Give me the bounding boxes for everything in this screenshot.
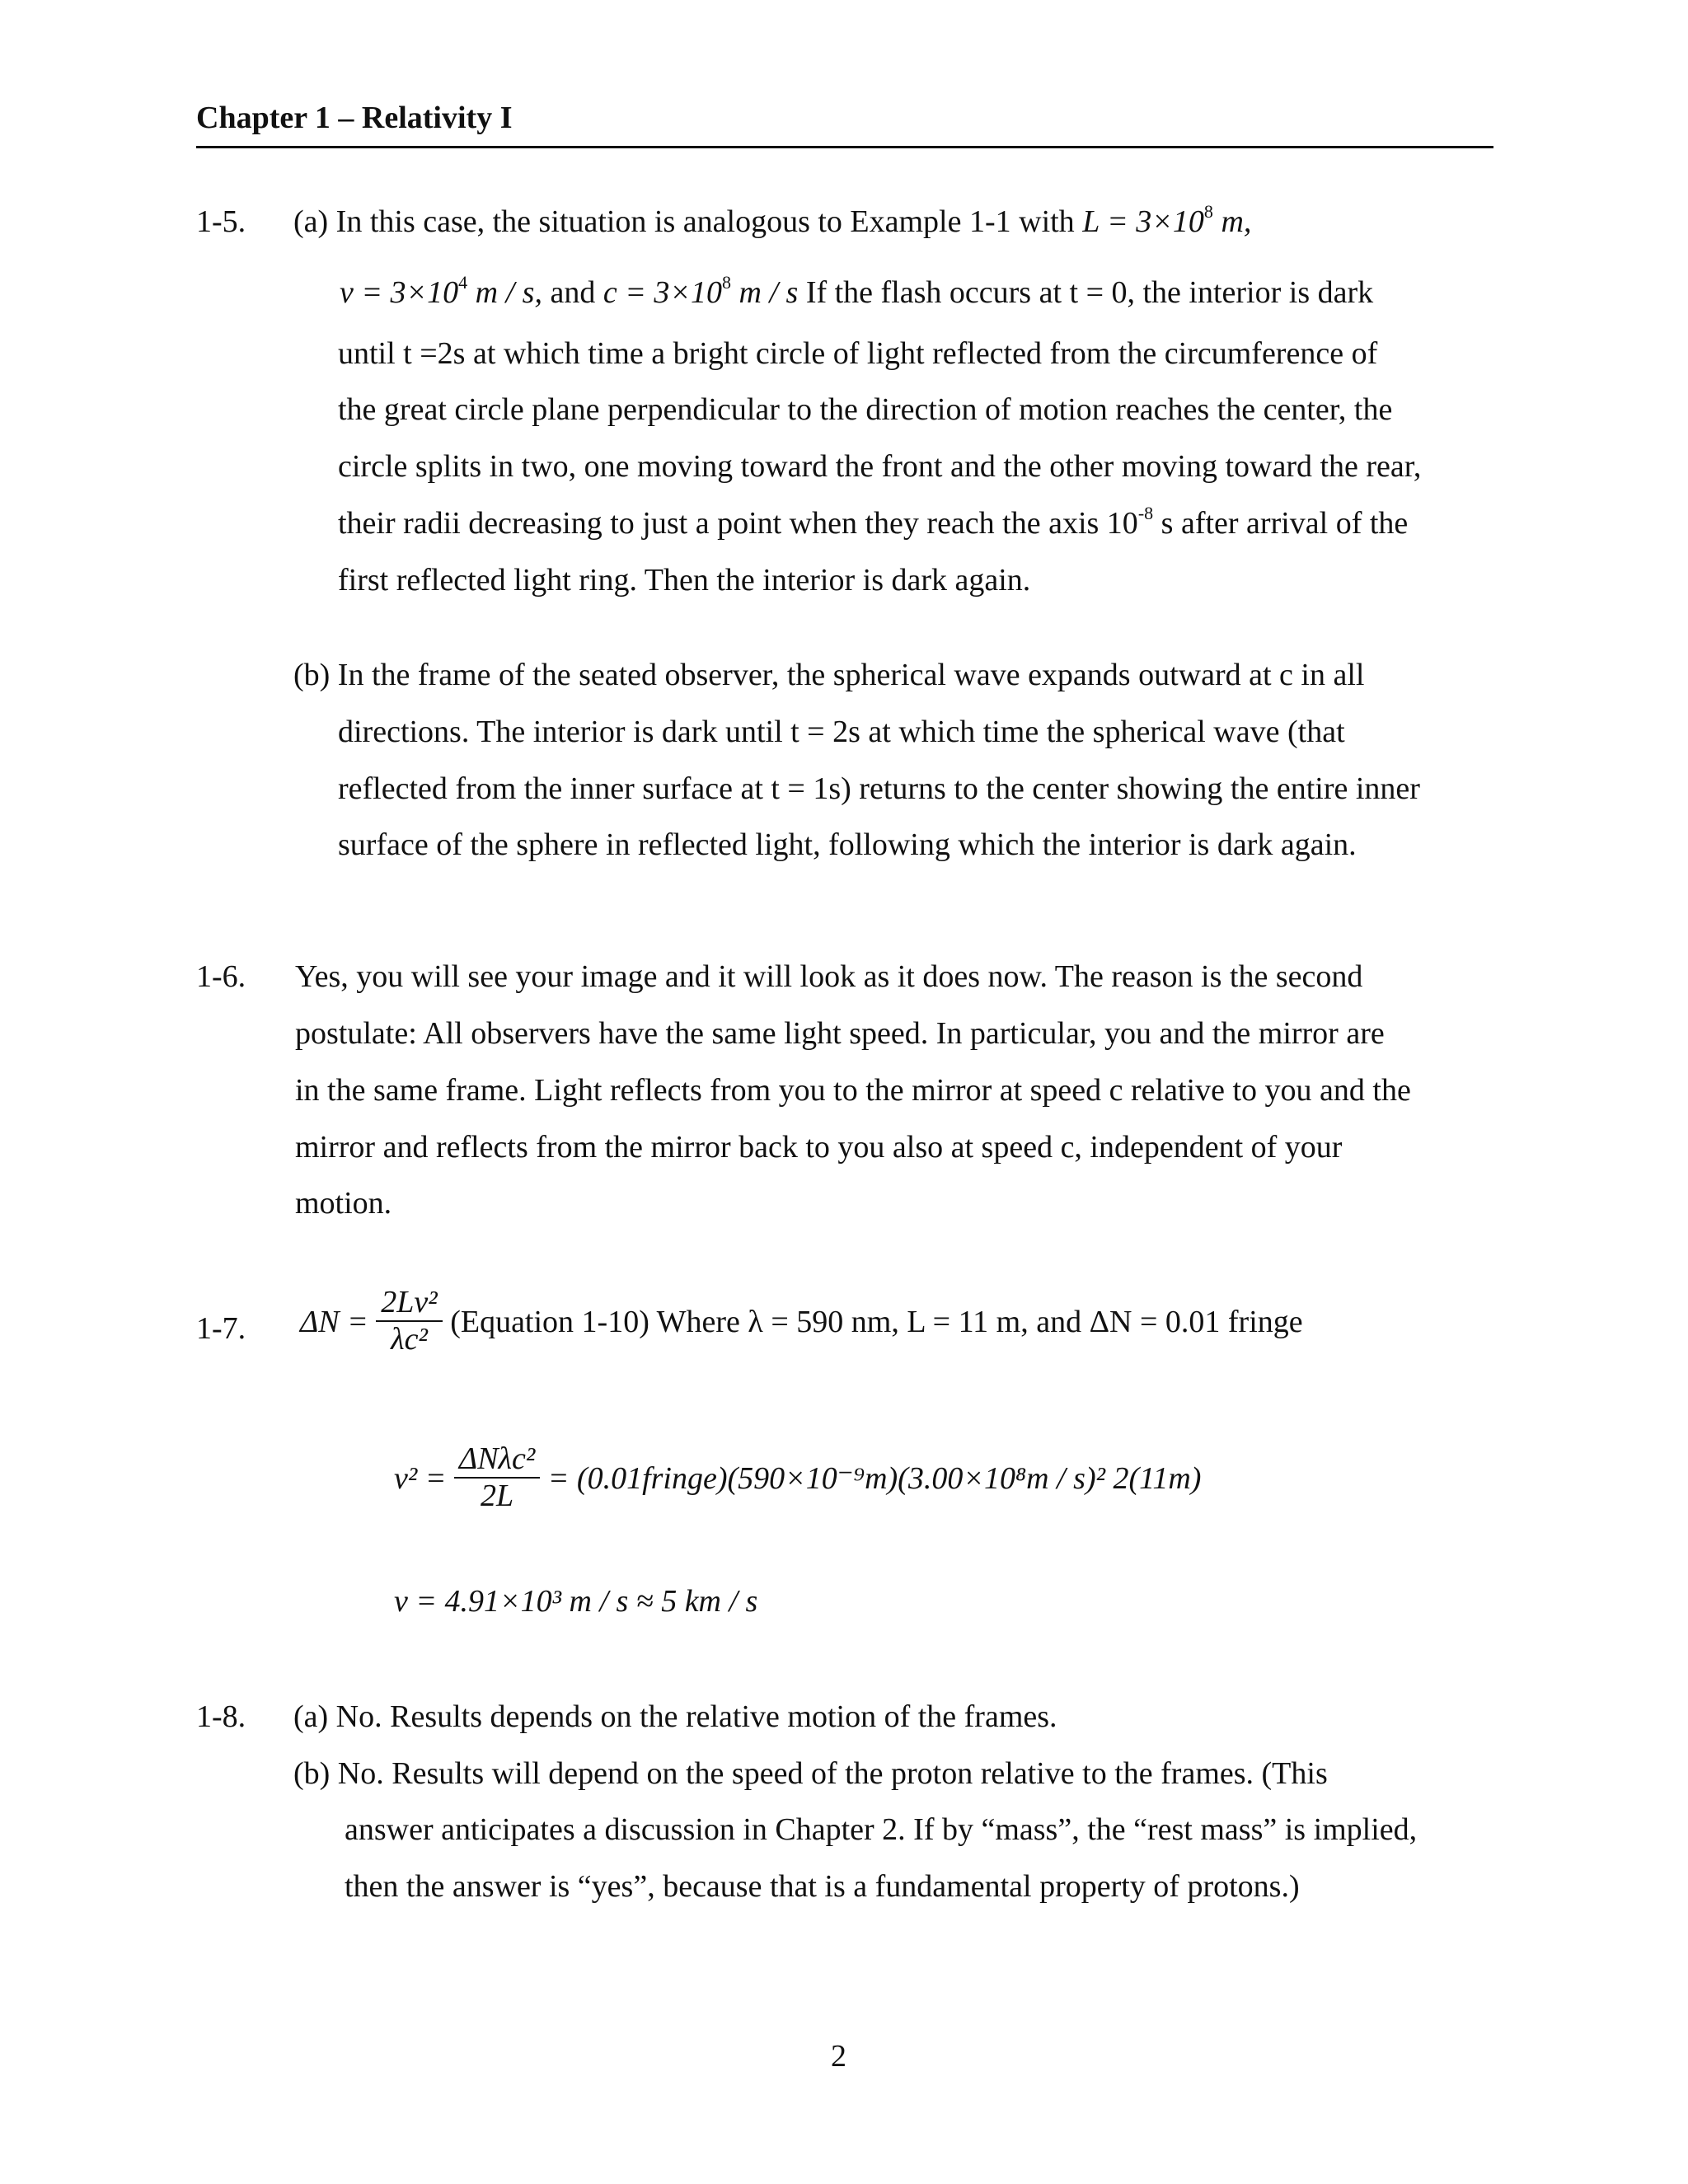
p15-a-line-5: circle splits in two, one moving toward the front and the other moving toward the rear, xyxy=(338,449,1422,484)
p15-a-line-6: their radii decreasing to just a point when they reach the axis $10^{-8}$ s after arrival of the xyxy=(338,503,1409,541)
chapter-title: Chapter 1 – Relativity I xyxy=(196,101,513,135)
p16-line-1: Yes, you will see your image and it will look as it does now. The reason is the second xyxy=(295,959,1363,994)
p16-line-5: motion. xyxy=(295,1186,392,1221)
p15-b-line-1: (b) In the frame of the seated observer, the spherical wave expands outward at c in all xyxy=(293,658,1365,692)
p15-a-line-1: (a) In this case, the situation is analogous to Example 1-1 with $L = 3\times 10^8$ m, xyxy=(293,201,1252,239)
p18-b-line-2: answer anticipates a discussion in Chapter 2. If by “mass”, the “rest mass” is implied, xyxy=(345,1812,1418,1847)
p17-eq2-fraction: $\frac{\text{ΔNλc²}}{2L}$ xyxy=(454,1442,540,1514)
problem-number-1-5: 1-5. xyxy=(196,204,246,239)
p15-a-line-7: first reflected light ring. Then the interior is dark again. xyxy=(338,563,1031,598)
p15-a-line-4: the great circle plane perpendicular to the direction of motion reaches the center, the xyxy=(338,392,1393,427)
problem-number-1-6: 1-6. xyxy=(196,959,246,994)
p15-b-line-4: surface of the sphere in reflected light, following which the interior is dark again. xyxy=(338,827,1357,862)
p16-line-2: postulate: All observers have the same light speed. In particular, you and the mirror are xyxy=(295,1016,1385,1051)
problem-number-1-8: 1-8. xyxy=(196,1699,246,1734)
p17-equation-3: v = 4.91×10³ m / s ≈ 5 km / s xyxy=(394,1584,758,1619)
p17-eq1-fraction: $\frac{\text{2Lv²}}{\text{λc²}}$ xyxy=(376,1286,442,1357)
p18-b-line-3: then the answer is “yes”, because that is a fundamental property of protons.) xyxy=(345,1869,1300,1904)
page-number: 2 xyxy=(831,2039,846,2074)
p15-b-line-2: directions. The interior is dark until t = 2s at which time the spherical wave (that xyxy=(338,715,1345,749)
p15-a-line-2: $v = 3\times 10^4$ m / s, and $c = 3\times 10^8$ m / s If the flash occurs at t = 0, the interior is dark xyxy=(340,272,1374,310)
p17-equation-1: ΔN = $\frac{\text{2Lv²}}{\text{λc²}}$ (Equation 1-10) Where λ = 590 nm, L = 11 m, and ΔN = 0.01 fringe xyxy=(300,1285,1303,1357)
header-rule xyxy=(196,146,1493,148)
p18-b-line-1: (b) No. Results will depend on the speed of the proton relative to the frames. (This xyxy=(293,1756,1328,1791)
problem-number-1-7: 1-7. xyxy=(196,1311,246,1346)
p15-a-line-3: until t =2s at which time a bright circle of light reflected from the circumference of xyxy=(338,336,1378,371)
p17-equation-2: v² = $\frac{\text{ΔNλc²}}{2L}$ = (0.01fringe)(590×10⁻⁹m)(3.00×10⁸m / s)² 2(11m) xyxy=(394,1441,1202,1513)
p18-a: (a) No. Results depends on the relative motion of the frames. xyxy=(293,1699,1057,1734)
p16-line-4: mirror and reflects from the mirror back to you also at speed c, independent of your xyxy=(295,1130,1343,1165)
p16-line-3: in the same frame. Light reflects from you to the mirror at speed c relative to you and the xyxy=(295,1073,1411,1108)
p15-b-line-3: reflected from the inner surface at t = 1s) returns to the center showing the entire inner xyxy=(338,771,1420,806)
